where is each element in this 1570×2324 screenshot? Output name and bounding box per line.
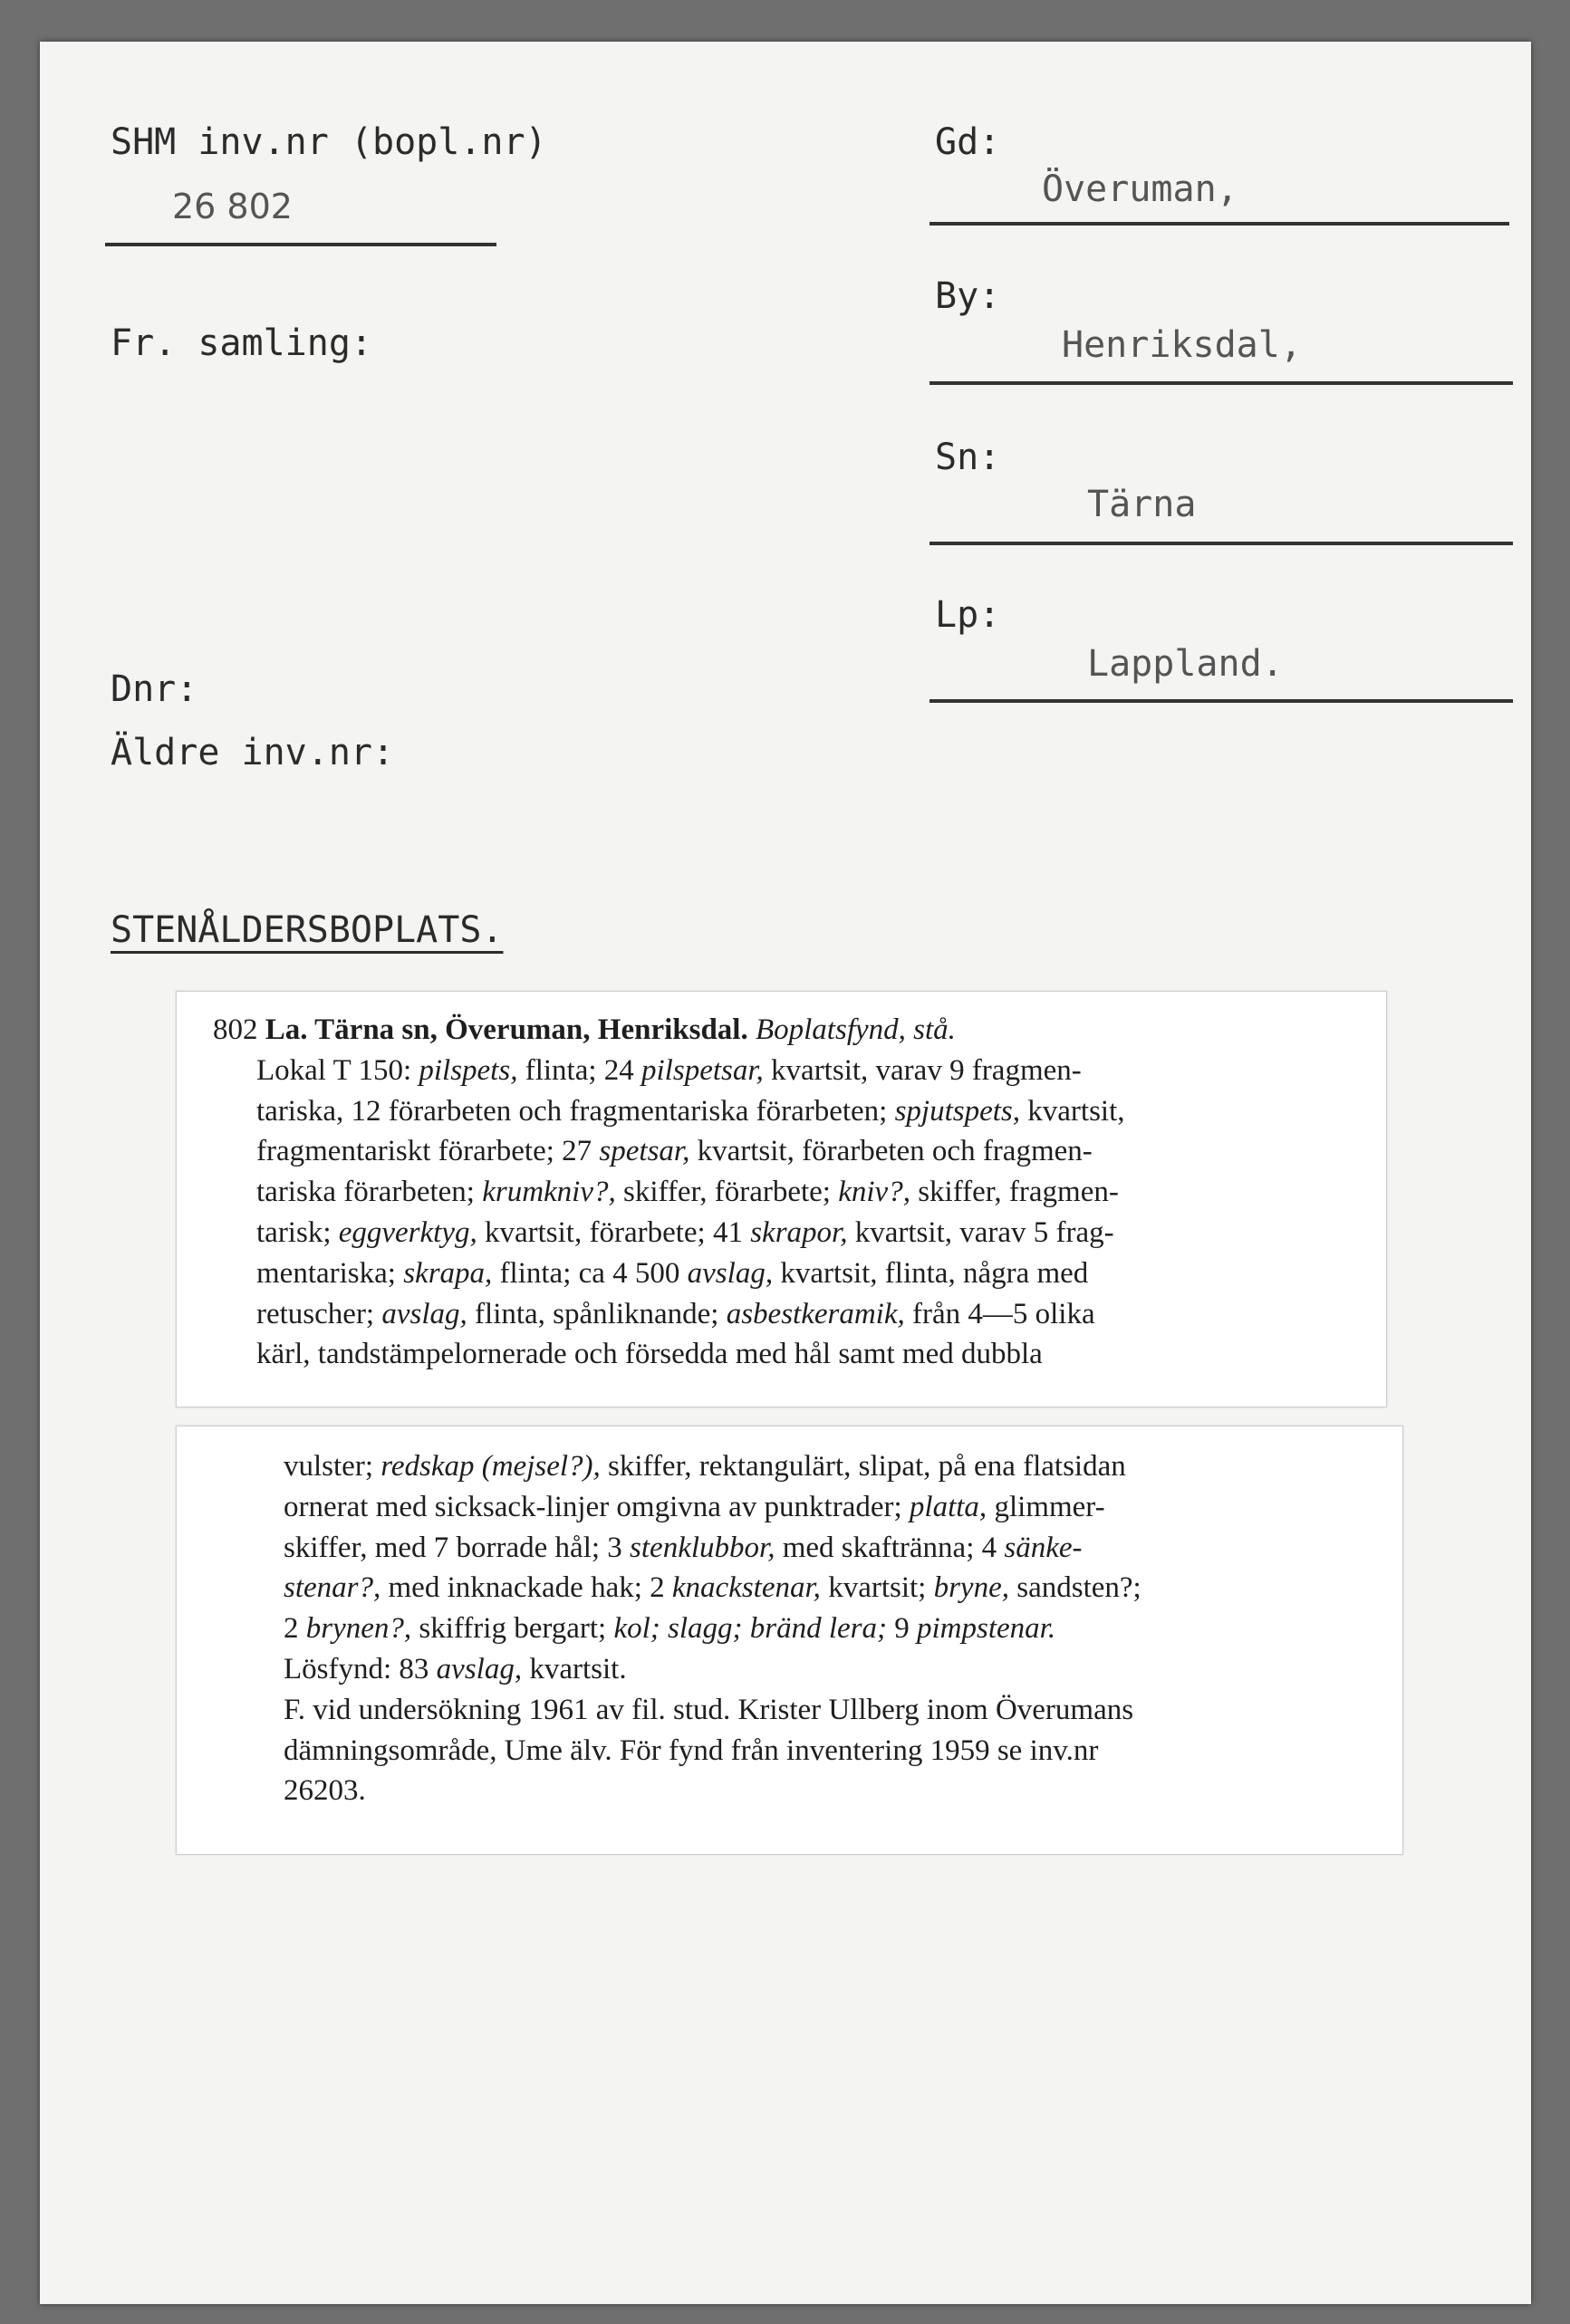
entry-line <box>284 1528 1083 1569</box>
by-label: By: <box>935 275 1001 317</box>
entry-text: flinta; 24 <box>517 1053 642 1087</box>
entry-line <box>284 1771 366 1811</box>
entry-text: kärl, tandstämpelornerade och försedda med hål samt med dubbla <box>256 1338 1043 1371</box>
sn-label: Sn: <box>935 437 1001 478</box>
entry-term: spetsar, <box>599 1135 690 1168</box>
entry-text: Lokal T 150: <box>256 1053 419 1087</box>
entry-text: 9 <box>887 1612 918 1646</box>
entry-text: F. vid undersökning 1961 av fil. stud. Krister Ullberg inom Överumans <box>284 1693 1134 1726</box>
entry-text: kvartsit; <box>820 1571 934 1605</box>
entry-text: skiffer, förarbete; <box>615 1176 839 1209</box>
lp-label: Lp: <box>935 594 1001 636</box>
entry-text: dämningsområde, Ume älv. För fynd från inventering 1959 se inv.nr <box>284 1733 1099 1767</box>
entry-text: skiffer, fragmen- <box>910 1176 1119 1209</box>
entry-text: glimmer- <box>987 1490 1105 1523</box>
entry-line <box>284 1446 1126 1487</box>
entry-text: retuscher; <box>256 1297 382 1330</box>
entry-text: fragmentariskt förarbete; 27 <box>256 1135 600 1168</box>
entry-text: tariska förarbeten; <box>256 1176 483 1209</box>
entry-text: ornerat med sicksack-linjer omgivna av punktrader; <box>284 1490 910 1523</box>
entry-number: 802 <box>213 1013 258 1046</box>
entry-line <box>256 1131 1093 1172</box>
entry-term: eggverktyg, <box>338 1215 477 1249</box>
inv-nr-label: SHM inv.nr (bopl.nr) <box>111 121 547 163</box>
entry-slip-lower <box>176 1426 1403 1855</box>
lp-value: Lappland. <box>1087 643 1284 685</box>
entry-term: avslag, <box>687 1256 774 1290</box>
entry-line <box>284 1690 1133 1731</box>
entry-text: från 4—5 olika <box>904 1297 1095 1330</box>
aldre-inv-nr-label: Äldre inv.nr: <box>111 732 395 773</box>
entry-term: kol; slagg; bränd lera; <box>613 1612 888 1646</box>
entry-text: skiffer, rektangulärt, slipat, på ena flatsidan <box>600 1450 1126 1483</box>
entry-line <box>284 1609 1055 1649</box>
entry-line <box>256 1334 1043 1375</box>
entry-text: mentariska; <box>256 1256 404 1290</box>
entry-line <box>256 1213 1114 1253</box>
entry-text: kvartsit, flinta, några med <box>773 1256 1089 1290</box>
entry-text: skiffer, med 7 borrade hål; 3 <box>284 1531 631 1564</box>
entry-term: pilspetsar, <box>641 1053 764 1087</box>
entry-line <box>256 1091 1125 1132</box>
entry-term: brynen?, <box>305 1612 412 1646</box>
entry-text: kvartsit, förarbeten och fragmen- <box>689 1135 1093 1168</box>
fr-samling-label: Fr. samling: <box>111 322 372 364</box>
entry-text: flinta, spånliknande; <box>467 1297 727 1330</box>
sn-underline <box>929 542 1513 545</box>
entry-term: skrapa, <box>403 1256 493 1290</box>
entry-line <box>256 1253 1088 1294</box>
entry-text: sandsten?; <box>1008 1571 1141 1605</box>
entry-text: flinta; ca 4 500 <box>492 1256 688 1290</box>
sn-value: Tärna <box>1087 484 1197 525</box>
entry-term: pilspets, <box>419 1053 518 1087</box>
entry-line <box>256 1051 1082 1091</box>
entry-slip-upper <box>176 991 1387 1407</box>
lp-underline <box>929 699 1513 703</box>
inv-nr-underline <box>105 243 496 246</box>
entry-heading-line <box>213 1010 956 1051</box>
dnr-label: Dnr: <box>111 668 198 710</box>
entry-text: kvartsit, <box>1020 1094 1125 1128</box>
entry-term: skrapor, <box>750 1215 848 1249</box>
entry-text: Lösfynd: 83 <box>284 1653 437 1685</box>
entry-text: 26203. <box>284 1774 366 1808</box>
inv-nr-value: 26 802 <box>172 187 293 226</box>
entry-text: kvartsit, varav 5 frag- <box>847 1215 1114 1249</box>
category-heading: STENÅLDERSBOPLATS. <box>111 909 504 951</box>
entry-text: tariska, 12 förarbeten och fragmentariska förarbeten; <box>256 1094 895 1128</box>
entry-text: med skaftränna; 4 <box>775 1531 1005 1564</box>
entry-line <box>256 1172 1119 1213</box>
entry-term: avslag, <box>381 1297 467 1330</box>
by-value: Henriksdal, <box>1062 324 1302 366</box>
entry-text: kvartsit. <box>522 1653 627 1685</box>
entry-term: sänke- <box>1004 1531 1083 1564</box>
gd-label: Gd: <box>935 121 1001 163</box>
entry-heading: La. Tärna sn, Överuman, Henriksdal. <box>265 1013 748 1046</box>
entry-text: kvartsit, förarbete; 41 <box>477 1215 751 1249</box>
entry-text: 2 <box>284 1612 306 1646</box>
entry-text: kvartsit, varav 9 fragmen- <box>763 1053 1082 1087</box>
entry-text: med inknackade hak; 2 <box>380 1571 672 1605</box>
entry-line <box>284 1487 1105 1528</box>
entry-term: stenklubbor, <box>630 1531 775 1564</box>
entry-term: platta, <box>909 1490 987 1523</box>
entry-term: knackstenar, <box>671 1571 821 1605</box>
entry-term: kniv?, <box>838 1176 910 1209</box>
entry-line <box>284 1649 627 1690</box>
entry-term: avslag, <box>436 1653 523 1685</box>
entry-term: spjutspets, <box>894 1094 1021 1128</box>
entry-term: pimpstenar. <box>917 1612 1056 1646</box>
entry-line <box>284 1568 1141 1609</box>
entry-heading-type: Boplatsfynd, stå. <box>755 1013 956 1046</box>
entry-term: stenar?, <box>284 1571 381 1605</box>
gd-underline <box>929 222 1509 226</box>
gd-value: Överuman, <box>1042 168 1238 210</box>
catalog-card <box>40 42 1531 2304</box>
by-underline <box>929 381 1513 385</box>
entry-term: bryne, <box>933 1571 1009 1605</box>
entry-line <box>256 1294 1095 1335</box>
entry-text: vulster; <box>284 1450 381 1483</box>
entry-term: redskap (mejsel?), <box>380 1450 601 1483</box>
entry-term: asbestkeramik, <box>726 1297 905 1330</box>
entry-text: skiffrig bergart; <box>411 1612 614 1646</box>
entry-term: krumkniv?, <box>482 1176 616 1209</box>
entry-line <box>284 1731 1098 1772</box>
entry-text: tarisk; <box>256 1215 339 1249</box>
